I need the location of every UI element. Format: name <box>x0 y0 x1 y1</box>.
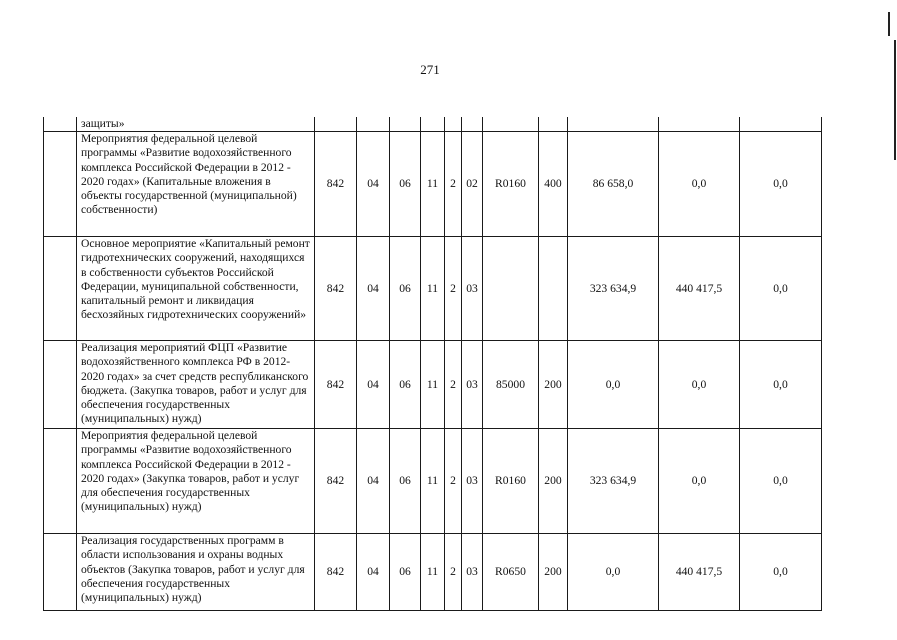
amount-cell: 440 417,5 <box>659 534 740 611</box>
amount-cell: 440 417,5 <box>659 237 740 341</box>
subprogram-cell: 2 <box>445 132 462 237</box>
admin-code-cell: 842 <box>315 534 357 611</box>
row-number-cell <box>44 117 77 132</box>
budget-table <box>43 117 822 611</box>
target-article-cell: 85000 <box>483 341 539 429</box>
amount-cell <box>659 117 740 132</box>
description-cell: Мероприятия федеральной целевой программы «Развитие водохозяйственного комплекса Российской Федерации в 2012 - 2020 годах» (Капитальные вложения в объекты государственной (муниципальной) собственности) <box>77 132 315 237</box>
amount-cell: 0,0 <box>740 429 822 534</box>
target-article-cell <box>483 117 539 132</box>
target-article-cell <box>483 237 539 341</box>
description-cell: защиты» <box>77 117 315 132</box>
row-number-cell <box>44 341 77 429</box>
section-cell: 04 <box>357 341 390 429</box>
subsection-cell: 06 <box>390 534 421 611</box>
amount-cell <box>740 117 822 132</box>
subprogram-cell: 2 <box>445 534 462 611</box>
description-cell: Реализация мероприятий ФЦП «Развитие водохозяйственного комплекса РФ в 2012-2020 годах» за счет средств республиканского бюджета. (Закупка товаров, работ и услуг для обеспечения государственных (муниципальных) нужд) <box>77 341 315 429</box>
section-cell: 04 <box>357 132 390 237</box>
table-row <box>44 132 822 237</box>
admin-code-cell <box>315 117 357 132</box>
table-row <box>44 117 822 132</box>
subprogram-cell <box>445 117 462 132</box>
program-cell: 11 <box>421 534 445 611</box>
section-cell <box>357 117 390 132</box>
subsection-cell: 06 <box>390 341 421 429</box>
amount-cell: 0,0 <box>659 429 740 534</box>
admin-code-cell: 842 <box>315 429 357 534</box>
subsection-cell: 06 <box>390 237 421 341</box>
event-cell: 03 <box>462 534 483 611</box>
program-cell: 11 <box>421 341 445 429</box>
amount-cell: 0,0 <box>568 341 659 429</box>
table-row <box>44 429 822 534</box>
row-number-cell <box>44 534 77 611</box>
program-cell <box>421 117 445 132</box>
target-article-cell: R0650 <box>483 534 539 611</box>
program-cell: 11 <box>421 429 445 534</box>
amount-cell: 0,0 <box>740 341 822 429</box>
amount-cell <box>568 117 659 132</box>
event-cell: 03 <box>462 237 483 341</box>
amount-cell: 0,0 <box>568 534 659 611</box>
program-cell: 11 <box>421 132 445 237</box>
expense-type-cell <box>539 117 568 132</box>
subsection-cell <box>390 117 421 132</box>
section-cell: 04 <box>357 429 390 534</box>
expense-type-cell: 200 <box>539 341 568 429</box>
section-cell: 04 <box>357 237 390 341</box>
page-number: 271 <box>420 62 440 77</box>
row-number-cell <box>44 429 77 534</box>
expense-type-cell: 200 <box>539 534 568 611</box>
scan-mark <box>888 12 890 36</box>
target-article-cell: R0160 <box>483 429 539 534</box>
amount-cell: 323 634,9 <box>568 429 659 534</box>
subprogram-cell: 2 <box>445 429 462 534</box>
table-row <box>44 534 822 611</box>
table-body <box>44 117 822 611</box>
subprogram-cell: 2 <box>445 237 462 341</box>
description-cell: Реализация государственных программ в области использования и охраны водных объектов (Закупка товаров, работ и услуг для обеспечения государственных (муниципальных) нужд) <box>77 534 315 611</box>
admin-code-cell: 842 <box>315 132 357 237</box>
expense-type-cell: 400 <box>539 132 568 237</box>
event-cell: 03 <box>462 341 483 429</box>
scan-mark <box>894 40 896 160</box>
subprogram-cell: 2 <box>445 341 462 429</box>
description-cell: Мероприятия федеральной целевой программы «Развитие водохозяйственного комплекса Российской Федерации в 2012 - 2020 годах» (Закупка товаров, работ и услуг для обеспечения государственных (муниципальных) нужд) <box>77 429 315 534</box>
event-cell: 02 <box>462 132 483 237</box>
admin-code-cell: 842 <box>315 237 357 341</box>
expense-type-cell <box>539 237 568 341</box>
table-row <box>44 237 822 341</box>
amount-cell: 0,0 <box>659 341 740 429</box>
amount-cell: 0,0 <box>740 132 822 237</box>
subsection-cell: 06 <box>390 132 421 237</box>
amount-cell: 323 634,9 <box>568 237 659 341</box>
amount-cell: 0,0 <box>659 132 740 237</box>
amount-cell: 0,0 <box>740 534 822 611</box>
row-number-cell <box>44 132 77 237</box>
amount-cell: 0,0 <box>740 237 822 341</box>
target-article-cell: R0160 <box>483 132 539 237</box>
event-cell: 03 <box>462 429 483 534</box>
description-cell: Основное мероприятие «Капитальный ремонт гидротехнических сооружений, находящихся в собственности субъектов Российской Федерации, муниципальной собственности, капитальный ремонт и ликвидация бесхозяйных гидротехнических сооружений» <box>77 237 315 341</box>
table-row <box>44 341 822 429</box>
admin-code-cell: 842 <box>315 341 357 429</box>
section-cell: 04 <box>357 534 390 611</box>
row-number-cell <box>44 237 77 341</box>
program-cell: 11 <box>421 237 445 341</box>
subsection-cell: 06 <box>390 429 421 534</box>
expense-type-cell: 200 <box>539 429 568 534</box>
amount-cell: 86 658,0 <box>568 132 659 237</box>
event-cell <box>462 117 483 132</box>
